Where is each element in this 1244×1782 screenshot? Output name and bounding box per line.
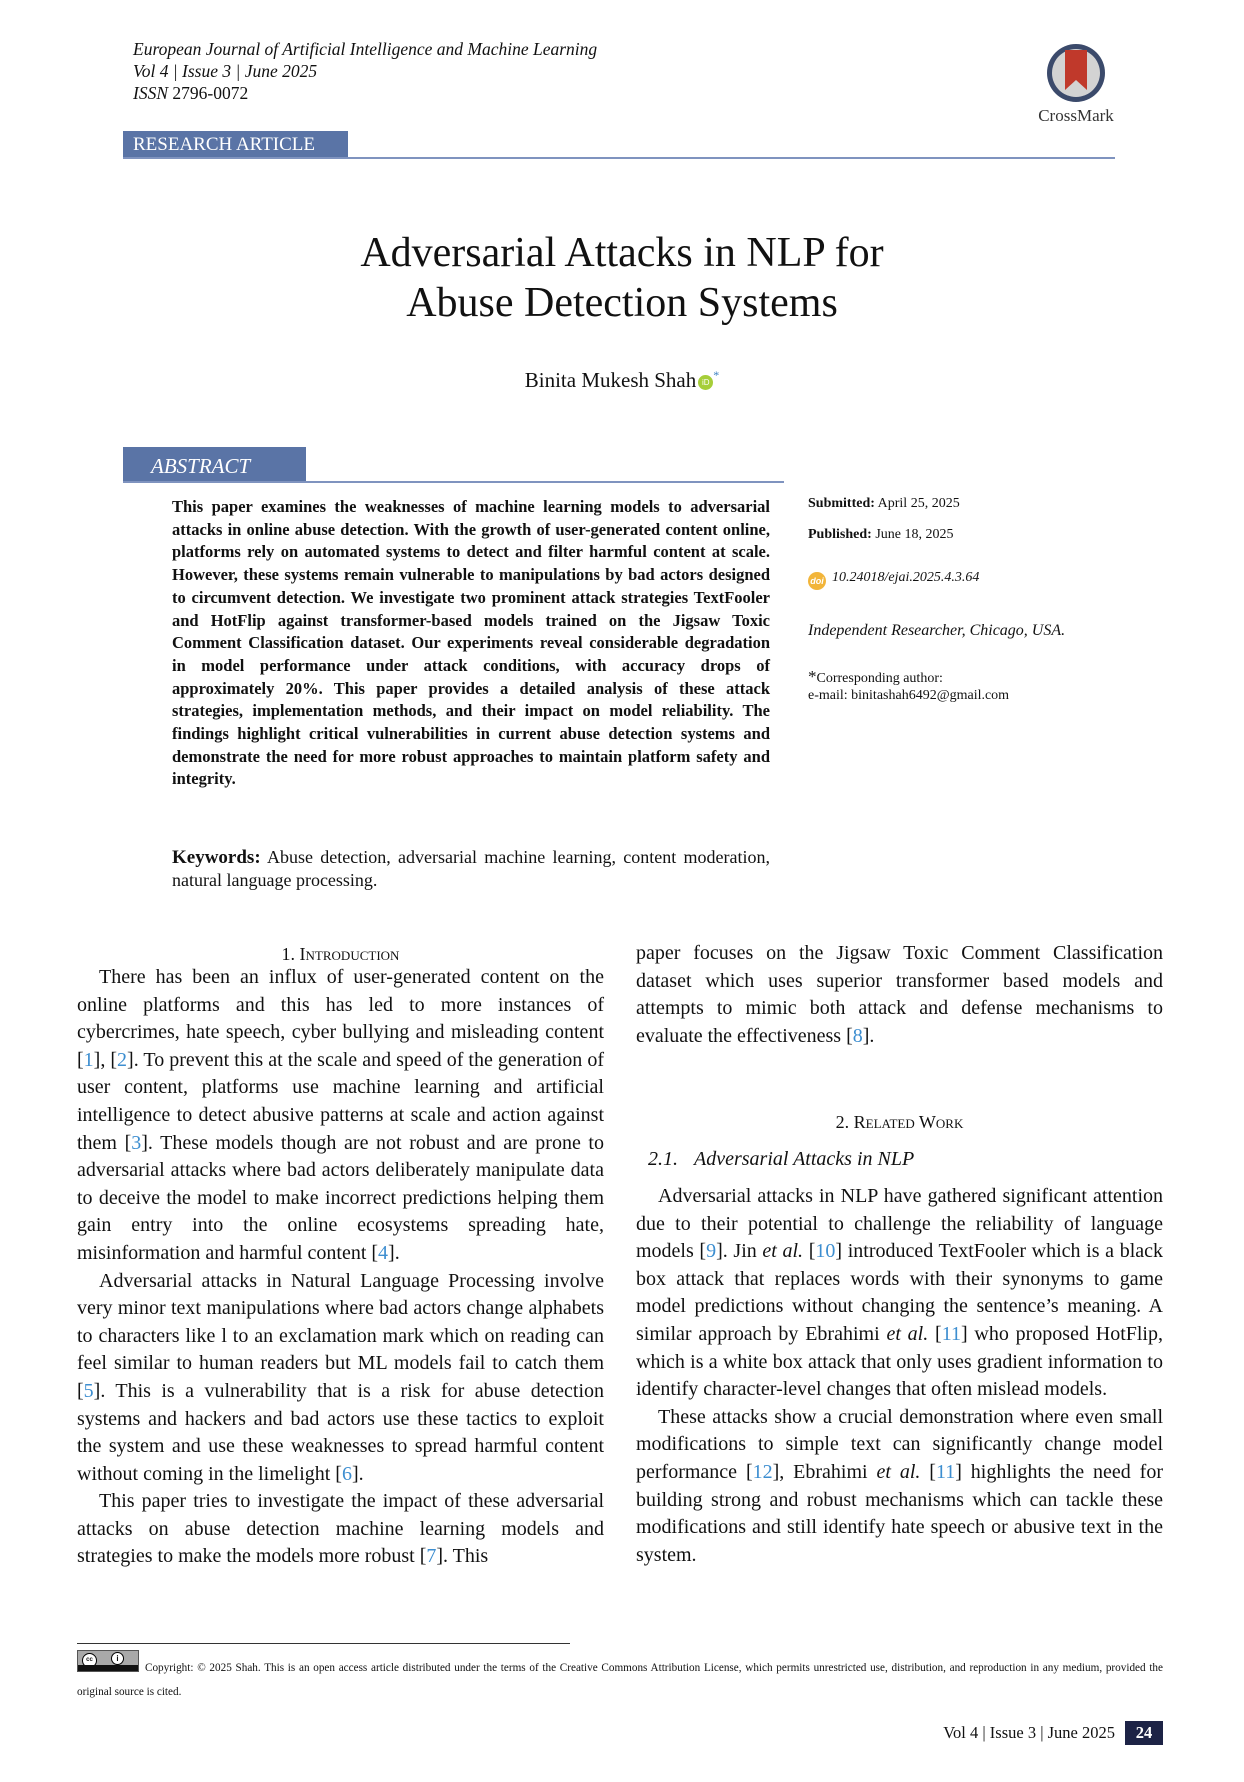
citation-link[interactable]: 11 [935, 1460, 956, 1483]
affiliation: Independent Researcher, Chicago, USA. [808, 622, 1066, 639]
body-text: paper focuses on the Jigsaw Toxic Comment Classification dataset which uses superior transformer based models and attempts to mimic both attack and defense mechanisms to evaluate the effectiveness [ [636, 942, 1163, 1047]
copyright-notice: Copyright: © 2025 Shah. This is an open access article distributed under the terms of the Creative Commons Attribution License, which permits unrestricted use, distribution, and reproduction in any medium, provided the original source is cited. [77, 1662, 1163, 1698]
orcid-icon[interactable]: iD [698, 375, 713, 390]
related-paragraph-2 [636, 1404, 1163, 1570]
citation-link[interactable]: 6 [341, 1462, 352, 1485]
article-type-badge: RESEARCH ARTICLE [123, 131, 348, 158]
published-value: June 18, 2025 [875, 527, 954, 542]
body-text: ] who proposed HotFlip, which is a white box attack that only uses gradient information to identify character-level changes that often mislead models. [636, 1322, 1163, 1401]
body-text: ]. [351, 1462, 364, 1485]
body-text: ]. These models though are not robust and are prone to adversarial attacks where bad actors deliberately manipulate data to deceive the model to make incorrect predictions helping them gain entry into the online ecosystems spreading hate, misinformation and harmful content [ [77, 1131, 604, 1264]
journal-volume: Vol 4 | Issue 3 | June 2025 [133, 61, 318, 81]
body-text: ]. This [436, 1545, 489, 1568]
subsection-number: 2.1. [648, 1148, 678, 1170]
corresponding-star: * [808, 667, 817, 686]
body-text: ] highlights the need for building strong and robust mechanisms which can tackle these modifications and still identify hate speech or abusive text in the system. [636, 1460, 1163, 1566]
abstract-text: This paper examines the weaknesses of machine learning models to adversarial attacks in online abuse detection. With the growth of user-generated content online, platforms rely on automated systems to detect and filter harmful content at scale. However, these systems remain vulnerable to manipulations by bad actors designed to circumvent detection. We investigate two prominent attack strategies TextFooler and HotFlip against transformer-based models trained on the Jigsaw Toxic Comment Classification dataset. Our experiments reveal considerable degradation in model performance under attack conditions, with accuracy drops of approximately 20%. This paper provides a detailed analysis of these attack strategies, implementation methods, and their impact on model reliability. The findings highlight critical vulnerabilities in current abuse detection systems and demonstrate the need for more robust approaches to maintain platform safety and integrity. [172, 497, 770, 789]
citation-link[interactable]: 12 [752, 1460, 773, 1483]
cc-by-license-icon[interactable] [77, 1650, 139, 1672]
submitted-label: Submitted: [808, 496, 875, 511]
body-text: ] introduced TextFooler which is a black box attack that replaces words with their synonyms to game model predictions without changing the sentence’s meaning. A similar approach by Ebrahimi [636, 1240, 1164, 1345]
body-text: ], [ [93, 1048, 118, 1071]
related-paragraph-1 [636, 1183, 1163, 1404]
citation-link[interactable]: 4 [378, 1241, 389, 1264]
body-text: [ [920, 1460, 936, 1483]
journal-header [133, 38, 597, 104]
citation-link[interactable]: 3 [131, 1131, 142, 1154]
intro-paragraph-1 [77, 964, 604, 1268]
doi-icon: doi [808, 572, 826, 590]
citation-link[interactable]: 8 [852, 1024, 863, 1047]
submitted-value: April 25, 2025 [877, 496, 960, 511]
footnote-divider [77, 1643, 570, 1644]
author-line [320, 368, 924, 393]
corresponding-marker: * [713, 368, 720, 382]
author-name: Binita Mukesh Shah [524, 368, 697, 392]
header-divider [123, 157, 1115, 159]
license-bar [78, 1665, 138, 1671]
intro-paragraph-3 [77, 1488, 604, 1571]
page-number: 24 [1125, 1721, 1163, 1745]
citation-link[interactable]: 10 [815, 1240, 836, 1263]
related-work-body [636, 1183, 1163, 1569]
keywords-text: Abuse detection, adversarial machine learning, content moderation, natural language processing. [172, 847, 770, 890]
title-line-2: Abuse Detection Systems [406, 280, 838, 326]
body-text: ], Ebrahimi [772, 1460, 877, 1483]
abstract-divider [123, 481, 784, 483]
citation-link[interactable]: 1 [83, 1048, 94, 1071]
subsection-title: Adversarial Attacks in NLP [694, 1148, 915, 1170]
corresponding-label: Corresponding author: [816, 671, 943, 686]
published-label: Published: [808, 527, 872, 542]
right-column [636, 940, 1163, 1050]
keywords-label: Keywords: [172, 847, 261, 868]
body-text: ]. Jin [716, 1240, 763, 1263]
author-email[interactable]: e-mail: binitashah6492@gmail.com [808, 688, 1010, 703]
citation-link[interactable]: 7 [426, 1545, 437, 1568]
et-al-text: et al. [886, 1322, 929, 1345]
paper-title [220, 228, 1024, 328]
body-text: These attacks show a crucial demonstration where even small modifications to simple text can significantly change model performance [ [636, 1405, 1163, 1483]
body-text: Adversarial attacks in NLP have gathered significant attention due to their potential to challenge the reliability of language models [ [636, 1185, 1163, 1263]
citation-link[interactable]: 9 [706, 1240, 717, 1263]
et-al-text: et al. [876, 1460, 921, 1483]
body-text: ]. [388, 1241, 400, 1264]
body-text: This paper tries to investigate the impact of these adversarial attacks on abuse detection machine learning models and strategies to make the models more robust [ [77, 1490, 604, 1568]
crossmark-badge[interactable] [1030, 42, 1122, 126]
section-heading-introduction: 1. Introduction [281, 944, 400, 964]
body-text: ]. This is a vulnerability that is a risk for abuse detection systems and hackers and bad actors use these tactics to exploit the system and use these weaknesses to spread harmful content without coming in the limelight [ [77, 1379, 604, 1485]
subsection-heading [648, 1148, 914, 1171]
attribution-icon: i [111, 1652, 124, 1665]
abstract-heading: ABSTRACT [123, 447, 306, 483]
et-al-text: et al. [762, 1240, 804, 1263]
crossmark-label: CrossMark [1038, 106, 1114, 125]
keywords [172, 846, 770, 891]
intro-paragraph-2 [77, 1268, 604, 1489]
cc-icon: cc [82, 1653, 97, 1668]
section-heading-related-work: 2. Related Work [835, 1112, 964, 1132]
published-date [808, 527, 953, 543]
citation-link[interactable]: 5 [83, 1379, 94, 1402]
intro-paragraph-3-continued [636, 940, 1163, 1050]
body-text: There has been an influx of user-generated content on the online platforms and this has led to more instances of cybercrimes, hate speech, cyber bullying and misleading content [ [77, 966, 604, 1071]
footer-issue: Vol 4 | Issue 3 | June 2025 [943, 1723, 1115, 1742]
submitted-date [808, 496, 960, 512]
doi-link[interactable]: 10.24018/ejai.2025.4.3.64 [832, 570, 980, 585]
crossmark-icon [1045, 42, 1107, 104]
journal-name: European Journal of Artificial Intelligence and Machine Learning [133, 39, 598, 59]
left-column [77, 964, 604, 1571]
body-text: ]. [862, 1024, 875, 1047]
journal-issn [133, 82, 597, 104]
issn-label: ISSN [133, 83, 168, 103]
body-text: [ [803, 1240, 816, 1263]
citation-link[interactable]: 2 [117, 1048, 128, 1071]
doi-line[interactable] [808, 570, 979, 590]
title-line-1: Adversarial Attacks in NLP for [360, 230, 884, 276]
body-text: Adversarial attacks in Natural Language Processing involve very minor text manipulations where bad actors change alphabets to characters like l to an exclamation mark which on reading can feel similar to human readers but ML models fail to catch them [ [77, 1269, 604, 1402]
issn-number: 2796-0072 [172, 83, 249, 103]
body-text: ]. To prevent this at the scale and speed of the generation of user content, platforms use machine learning and artificial intelligence to detect abusive patterns at scale and action against them [ [77, 1048, 604, 1154]
body-text: [ [928, 1322, 942, 1345]
citation-link[interactable]: 11 [941, 1322, 961, 1345]
page-footer [900, 1721, 1163, 1745]
corresponding-author [808, 668, 1009, 704]
